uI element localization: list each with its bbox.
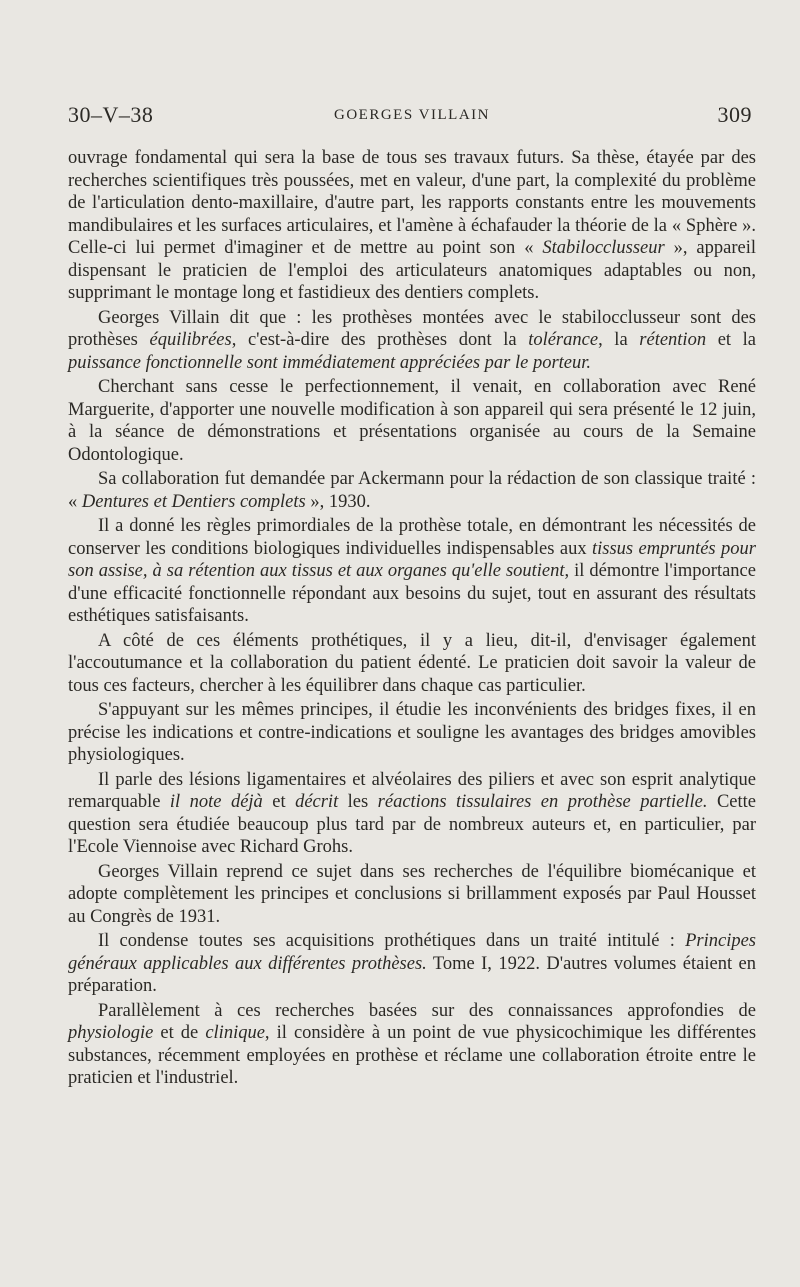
text-run: Georges Villain reprend ce sujet dans ses recherches de l'équilibre biomécanique et adopte complètement les principes et conclusions si brillamment exposés par Paul Housset au Congrès de 1931. [68,861,756,927]
header-title: GOERGES VILLAIN [334,107,490,123]
text-run: et [262,792,296,812]
text-run: Cette question sera étudiée beaucoup plus tard par de nombreux auteurs et, en particulier, par l'Ecole Viennoise avec Richard Grohs. [68,792,756,857]
italic-run: décrit [295,792,339,812]
paragraph [68,307,756,375]
header-date: 30–V–38 [68,102,154,127]
text-run: ouvrage fondamental qui sera la base de tous ses travaux futurs. Sa thèse, étayée par des recherches scientifiques très poussées, met en valeur, d'une part, la complexité du problème de l'articulation dento-maxillaire, d'autre part, les rapports constants entre les mouvements mandibulaires et les surfaces articulaires, et l'amène à échafauder la théorie de la « Sphère ». Celle-ci lui permet d'imaginer et de mettre au point son « [68,148,756,258]
text-run: Il condense toutes ses acquisitions prothétiques dans un traité intitulé : [98,931,686,951]
italic-run: équilibrées [149,330,232,350]
italic-run: rétention [639,330,707,350]
paragraph [68,861,756,929]
text-run: , c'est-à-dire des prothèses dont la [231,330,529,350]
text-run: Il parle des lésions ligamentaires et alvéolaires des piliers et avec son esprit analytique remarquable [68,769,756,812]
italic-run: Principes généraux applicables aux différentes prothèses. [68,931,756,974]
text-run: Cherchant sans cesse le perfectionnement, il venait, en collaboration avec René Marguerite, d'apporter une nouvelle modification à son appareil qui sera présenté le 12 juin, à la séance de démonstrations et présentations organisée au cours de la Semaine Odontologique. [68,377,756,465]
page-number: 309 [717,102,752,127]
paragraph [68,769,756,859]
italic-run: Dentures et Dentiers complets [81,491,306,512]
text-run: , il démontre l'importance d'une efficacité fonctionnelle répondant aux besoins du sujet, tout en assurant des résultats esthétiques satisfaisants. [68,561,756,626]
paragraph [68,147,756,305]
running-head [68,100,756,130]
paragraph [68,699,756,767]
text-run: Georges Villain dit que : les prothèses montées avec le stabilocclusseur sont des prothèses [68,307,756,350]
text-run: Sa collaboration fut demandée par Ackermann pour la rédaction de son classique traité : « [68,469,756,512]
text-run: Tome I, 1922. D'autres volumes étaient en préparation. [68,953,756,996]
text-run: et la [706,330,757,350]
paragraph [68,630,756,698]
paragraph [68,376,756,466]
text-run: et de [153,1023,206,1043]
paragraph [68,930,756,998]
text-run: , la [598,330,640,350]
text-run: , il considère à un point de vue physicochimique les différentes substances, récemment employées en prothèse et réclame une collaboration étroite entre le praticien et l'industriel. [68,1023,757,1088]
body-text [68,147,756,1090]
italic-run: il note déjà [169,792,263,812]
text-run: Il a donné les règles primordiales de la prothèse totale, en démontrant les nécessités de conserver les conditions biologiques individuelles indispensables aux [68,516,756,559]
italic-run: Stabilocclusseur [542,238,665,258]
italic-run: puissance fonctionnelle sont immédiatement appréciées par le porteur. [68,352,592,373]
paragraph [68,515,756,628]
italic-run: clinique [205,1023,265,1043]
text-run: », appareil dispensant le praticien de l'emploi des articulateurs anatomiques adaptables ou non, supprimant le montage long et fastidieux des dentiers complets. [68,238,756,303]
italic-run: tissus empruntés pour son assise, à sa rétention aux tissus et aux organes qu'elle soutient [68,538,756,581]
text-run: Parallèlement à ces recherches basées sur des connaissances approfondies de [98,1000,756,1021]
text-run: A côté de ces éléments prothétiques, il y a lieu, dit-il, d'envisager également l'accoutumance et la collaboration du patient édenté. Le praticien doit savoir la valeur de tous ces facteurs, chercher à les équilibrer dans chaque cas particulier. [68,630,756,696]
text-run: les [338,792,378,812]
paragraph [68,1000,756,1090]
italic-run: tolérance [528,330,599,350]
text-run: S'appuyant sur les mêmes principes, il étudie les inconvénients des bridges fixes, il en précise les indications et contre-indications et souligne les avantages des bridges amovibles physiologiques. [68,700,756,765]
italic-run: physiologie [68,1023,154,1043]
italic-run: réactions tissulaires en prothèse partielle. [377,792,708,812]
paragraph [68,468,756,513]
text-run: », 1930. [305,491,371,512]
